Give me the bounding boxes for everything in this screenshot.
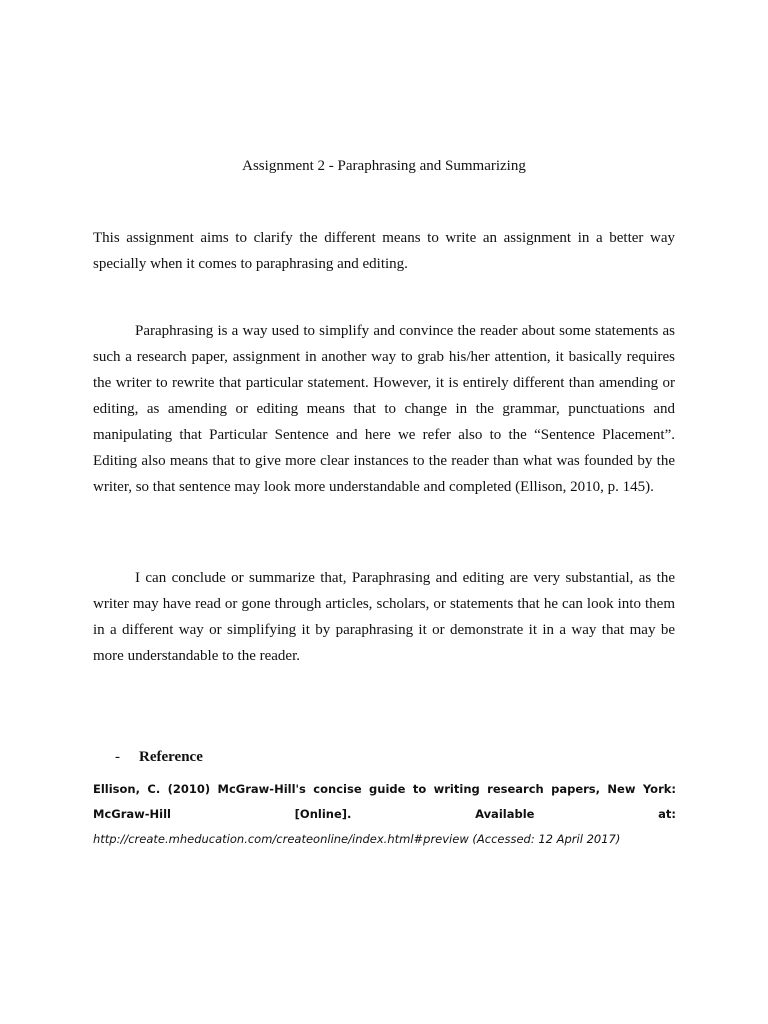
- citation-text: Ellison, C. (2010) McGraw-Hill's concise guide to writing research papers, New York: McGraw-Hill [Online]. Available at:: [93, 782, 676, 821]
- intro-paragraph: This assignment aims to clarify the different means to write an assignment in a better way specially when it comes to paraphrasing and editing.: [93, 230, 675, 272]
- document-title: Assignment 2 - Paraphrasing and Summarizing: [242, 158, 526, 174]
- reference-citation: [93, 777, 676, 852]
- citation-url: http://create.mheducation.com/createonline/index.html#preview (Accessed: 12 April 2017): [93, 832, 621, 846]
- paraphrasing-paragraph: Paraphrasing is a way used to simplify and convince the reader about some statements as such a research paper, assignment in another way to grab his/her attention, it basically requires the writer to rewrite that particular statement. However, it is entirely different than amending or editing, as amending or editing means that to change in the grammar, punctuations and manipulating that Particular Sentence and here we refer also to the “Sentence Placement”. Editing also means that to give more clear instances to the reader than what was founded by the writer, so that sentence may look more understandable and completed (Ellison, 2010, p. 145).: [93, 323, 675, 495]
- summary-paragraph: I can conclude or summarize that, Paraphrasing and editing are very substantial, as the writer may have read or gone through articles, scholars, or statements that he can look into them in a different way or simplifying it by paraphrasing it or demonstrate it in a way that may be more understandable to the reader.: [93, 570, 675, 664]
- reference-heading: [115, 746, 203, 768]
- reference-bullet: -: [115, 749, 120, 765]
- reference-heading-label: Reference: [139, 749, 203, 765]
